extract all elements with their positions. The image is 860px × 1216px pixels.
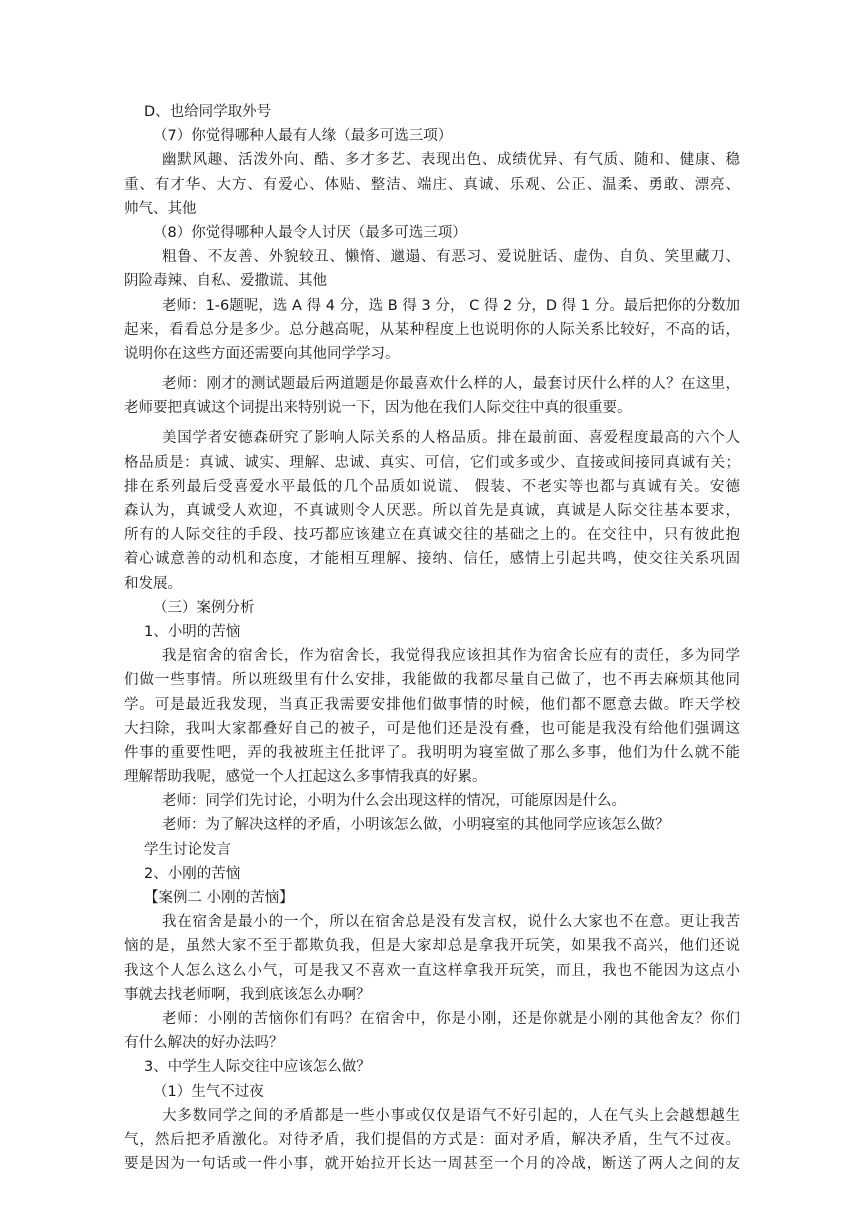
text-line: 恼的是，虽然大家不至于都欺负我，但是大家却总是拿我开玩笑，如果我不高兴，他们还说 — [124, 938, 740, 955]
text-line: 阴险毒辣、自私、爱撒谎、其他 — [124, 273, 327, 290]
text-line: （7）你觉得哪种人最有人缘（最多可选三项） — [153, 128, 453, 145]
text-line: 老师：同学们先讨论，小明为什么会出现这样的情况，可能原因是什么。 — [162, 793, 626, 810]
text-line: 学。可是最近我发现，当真正我需要安排他们做事情的时候，他们都不愿意去做。昨天学校 — [124, 696, 740, 713]
text-line: 排在系列最后受喜爱水平最低的几个品质如说谎、 假装、不老实等也都与真诚有关。安德 — [124, 478, 740, 495]
text-line: 大多数同学之间的矛盾都是一些小事或仅仅是语气不好引起的，人在气头上会越想越生 — [162, 1107, 740, 1124]
text-line: 老师：1-6题呢，选 A 得 4 分，选 B 得 3 分， C 得 2 分，D 得 1 分。最后把你的分数加 — [162, 297, 740, 314]
text-line: 重、有才华、大方、有爱心、体贴、整洁、端庄、真诚、乐观、公正、温柔、勇敢、漂亮、 — [124, 176, 740, 193]
section-heading: 3、中学生人际交往中应该怎么做？ — [144, 1059, 371, 1076]
text-line: 格品质是：真诚、诚实、理解、忠诚、真实、可信，它们或多或少、直接或间接同真诚有关； — [124, 454, 740, 471]
text-line: （8）你觉得哪种人最令人讨厌（最多可选三项） — [153, 224, 467, 241]
text-line: 美国学者安德森研究了影响人际关系的人格品质。排在最前面、喜爱程度最高的六个人 — [162, 430, 740, 447]
text-line: 老师：刚才的测试题最后两道题是你最喜欢什么样的人，最套讨厌什么样的人？在这里， — [162, 376, 740, 393]
section-heading: 2、小刚的苦恼 — [144, 865, 241, 882]
text-line: 学生讨论发言 — [144, 841, 231, 858]
text-line: 们做一些事情。所以班级里有什么安排，我能做的我都尽量自己做了，也不再去麻烦其他同 — [124, 672, 740, 689]
text-line: 有什么解决的好办法吗？ — [124, 1035, 284, 1052]
text-line: 件事的重要性吧，弄的我被班主任批评了。我明明为寝室做了那么多事，他们为什么就不能 — [124, 744, 740, 761]
document-page — [124, 100, 740, 1176]
text-line: 气，然后把矛盾激化。对待矛盾，我们提倡的方式是：面对矛盾，解决矛盾，生气不过夜。 — [124, 1131, 740, 1148]
text-line: 帅气、其他 — [124, 200, 197, 217]
case-title: 【案例二 小刚的苦恼】 — [144, 890, 294, 906]
text-line: 和发展。 — [124, 575, 182, 592]
section-heading: 1、小明的苦恼 — [144, 623, 241, 640]
text-line: 我这个人怎么这么小气，可是我又不喜欢一直这样拿我开玩笑，而且，我也不能因为这点小 — [124, 962, 740, 979]
section-heading: （1）生气不过夜 — [153, 1083, 264, 1100]
text-line: 我在宿舍是最小的一个，所以在宿舍总是没有发言权，说什么大家也不在意。更让我苦 — [162, 914, 740, 931]
text-line: 起来，看看总分是多少。总分越高呢，从某种程度上也说明你的人际关系比较好，不高的话， — [124, 321, 740, 338]
text-line: 理解帮助我呢，感觉一个人扛起这么多事情我真的好累。 — [124, 769, 487, 786]
text-line: 我是宿舍的宿舍长，作为宿舍长，我觉得我应该担其作为宿舍长应有的责任，多为同学 — [162, 648, 740, 665]
text-line: 粗鲁、不友善、外貌较丑、懒惰、邋遢、有恶习、爱说脏话、虚伪、自负、笑里藏刀、 — [162, 249, 740, 266]
text-line: 森认为，真诚受人欢迎，不真诚则令人厌恶。所以首先是真诚，真诚是人际交往基本要求， — [124, 503, 740, 519]
text-line: 事就去找老师啊，我到底该怎么办啊？ — [124, 986, 371, 1003]
text-line: 所有的人际交往的手段、技巧都应该建立在真诚交往的基础之上的。在交往中，只有彼此抱 — [124, 527, 740, 544]
text-line: 大扫除，我叫大家都叠好自己的被子，可是他们还是没有叠，也可能是我没有给他们强调这 — [124, 720, 740, 737]
text-line: 说明你在这些方面还需要向其他同学学习。 — [124, 345, 400, 362]
section-heading: （三）案例分析 — [153, 599, 255, 616]
text-line: 幽默风趣、活泼外向、酷、多才多艺、表现出色、成绩优异、有气质、随和、健康、稳 — [162, 152, 740, 169]
text-line: D、也给同学取外号 — [144, 104, 272, 120]
text-line: 老师要把真诚这个词提出来特别说一下，因为他在我们人际交往中真的很重要。 — [124, 400, 632, 417]
text-line: 着心诚意善的动机和态度，才能相互理解、接纳、信任，感情上引起共鸣，使交往关系巩固 — [124, 551, 740, 568]
text-line: 要是因为一句话或一件小事，就开始拉开长达一周甚至一个月的冷战，断送了两人之间的友 — [124, 1156, 740, 1173]
text-line: 老师：小刚的苦恼你们有吗？在宿舍中，你是小刚，还是你就是小刚的其他舍友？你们 — [162, 1010, 740, 1027]
text-line: 老师：为了解决这样的矛盾，小明该怎么做，小明寝室的其他同学应该怎么做？ — [162, 817, 670, 834]
